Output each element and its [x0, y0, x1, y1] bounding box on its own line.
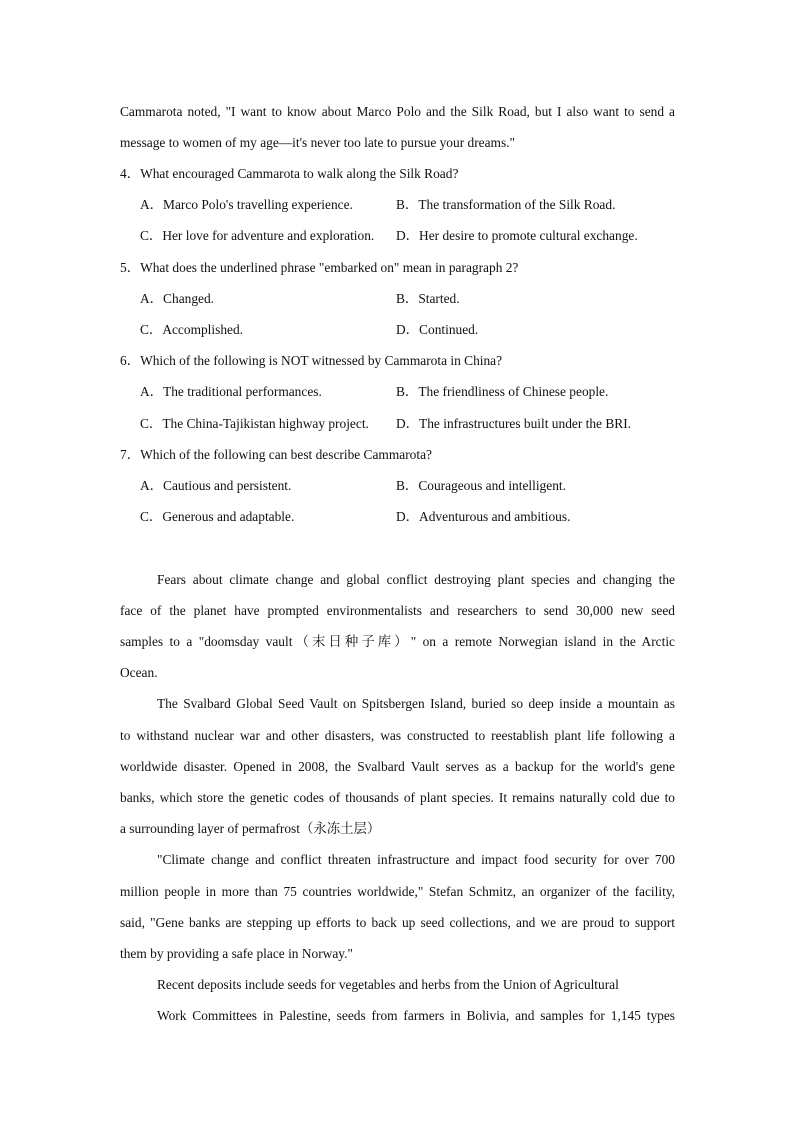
- question-4-option-a: A．Marco Polo's travelling experience.: [140, 197, 353, 212]
- question-stem-4: 4．What encouraged Cammarota to walk along the Silk Road?: [120, 166, 459, 181]
- question-stem-7: 7．Which of the following can best describe Cammarota?: [120, 447, 432, 462]
- question-7-option-d: D．Adventurous and ambitious.: [396, 509, 571, 524]
- question-7-option-a: A．Cautious and persistent.: [140, 478, 292, 493]
- question-stem-6: 6．Which of the following is NOT witnessed by Cammarota in China?: [120, 353, 503, 368]
- question-5-option-a: A．Changed.: [140, 291, 215, 306]
- question-7-option-b: B．Courageous and intelligent.: [396, 478, 566, 493]
- passage-b-line: million people in more than 75 countries worldwide," Stefan Schmitz, an organizer of the facility,: [120, 884, 675, 899]
- question-7-option-c: C．Generous and adaptable.: [140, 509, 295, 524]
- question-6-option-a: A．The traditional performances.: [140, 384, 322, 399]
- passage-b-line: worldwide disaster. Opened in 2008, the Svalbard Vault serves as a backup for the world's gene: [120, 759, 675, 774]
- passage-b-line: them by providing a safe place in Norway.": [120, 946, 353, 961]
- passage-b-line: Ocean.: [120, 665, 158, 680]
- passage-line: Cammarota noted, "I want to know about Marco Polo and the Silk Road, but I also want to send a: [120, 104, 675, 119]
- passage-b-line: to withstand nuclear war and other disasters, was constructed to reestablish plant life following a: [120, 728, 675, 743]
- question-stem-5: 5．What does the underlined phrase "embarked on" mean in paragraph 2?: [120, 260, 519, 275]
- question-5-option-d: D．Continued.: [396, 322, 479, 337]
- question-5-option-b: B．Started.: [396, 291, 460, 306]
- passage-b-line: Work Committees in Palestine, seeds from farmers in Bolivia, and samples for 1,145 types: [157, 1008, 675, 1023]
- passage-line: message to women of my age—it's never too late to pursue your dreams.": [120, 135, 515, 150]
- question-4-option-b: B．The transformation of the Silk Road.: [396, 197, 616, 212]
- passage-b-line: samples to a "doomsday vault（末日种子库）" on a remote Norwegian island in the Arctic: [120, 634, 675, 649]
- passage-b-line: Fears about climate change and global conflict destroying plant species and changing the: [157, 572, 675, 587]
- question-6-option-c: C．The China-Tajikistan highway project.: [140, 416, 369, 431]
- question-5-option-c: C．Accomplished.: [140, 322, 244, 337]
- question-6-option-b: B．The friendliness of Chinese people.: [396, 384, 609, 399]
- question-4-option-c: C．Her love for adventure and exploration.: [140, 228, 375, 243]
- passage-b-line: banks, which store the genetic codes of thousands of plant species. It remains naturally cold due to: [120, 790, 675, 805]
- passage-b-line: said, "Gene banks are stepping up efforts to back up seed collections, and we are proud to support: [120, 915, 675, 930]
- passage-b-line: a surrounding layer of permafrost（永冻土层）: [120, 821, 381, 836]
- question-6-option-d: D．The infrastructures built under the BRI.: [396, 416, 632, 431]
- question-4-option-d: D．Her desire to promote cultural exchange.: [396, 228, 638, 243]
- passage-b-line: "Climate change and conflict threaten infrastructure and impact food security for over 700: [157, 852, 675, 867]
- passage-b-line: Recent deposits include seeds for vegetables and herbs from the Union of Agricultural: [157, 977, 619, 992]
- passage-b-line: The Svalbard Global Seed Vault on Spitsbergen Island, buried so deep inside a mountain as: [157, 696, 675, 711]
- passage-b-line: face of the planet have prompted environmentalists and researchers to send 30,000 new seed: [120, 603, 675, 618]
